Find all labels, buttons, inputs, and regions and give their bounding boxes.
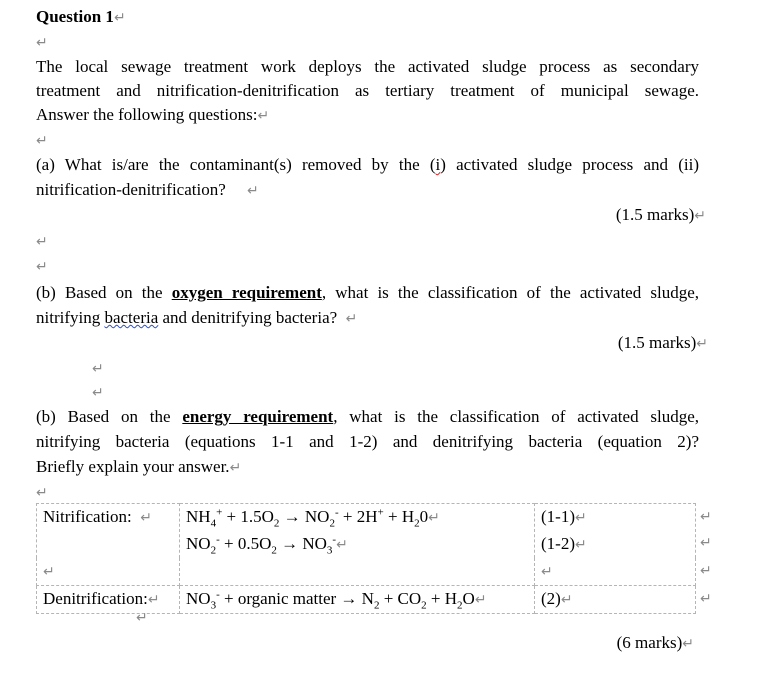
eq-sup: - (216, 533, 220, 546)
paragraph-mark-icon: ↵ (36, 35, 48, 51)
paragraph-mark-icon: ↵ (696, 336, 708, 352)
paragraph-mark-icon: ↵ (36, 234, 48, 250)
eq-text: NO (304, 507, 330, 526)
part-b2-keyword: energy requirement (182, 407, 334, 426)
row-end-mark-icon: ↵ (700, 534, 712, 551)
paragraph-mark-icon: ↵ (574, 510, 587, 526)
row-end-cell (696, 504, 715, 559)
paragraph-mark-icon: ↵ (36, 485, 48, 501)
eq-sub: 3 (326, 544, 333, 557)
eq-sub: 2 (329, 517, 335, 530)
question-title (36, 5, 126, 30)
table-row (37, 558, 715, 586)
paragraph-mark-icon: ↵ (92, 385, 104, 401)
row-end-mark-icon: ↵ (700, 508, 712, 525)
paragraph-mark-icon: ↵ (36, 259, 48, 275)
part-b2-line-3-text: Briefly explain your answer. (36, 457, 230, 476)
empty-cell (180, 558, 535, 586)
part-b1-line-2-key: bacteria (104, 308, 159, 327)
empty-paragraph (541, 558, 689, 585)
empty-cell (535, 558, 696, 586)
arrow-icon: → (276, 534, 303, 553)
part-b1-marks-text: (1.5 marks) (617, 333, 697, 352)
eq-sub: 2 (373, 599, 380, 612)
eq-label-text: (1-2) (541, 534, 575, 553)
eq-text: + 0.5O (219, 534, 272, 553)
row-end-mark-icon: ↵ (700, 590, 712, 607)
eq-text: NO (186, 534, 211, 553)
eq-text: NO (302, 534, 327, 553)
eq-sub: 2 (421, 599, 427, 612)
part-b2-marks (617, 631, 694, 656)
eq-sub: 3 (210, 599, 217, 612)
paragraph-mark-icon: ↵ (560, 592, 573, 608)
eq-label-2 (541, 586, 689, 613)
paragraph-mark-icon: ↵ (136, 610, 148, 626)
empty-paragraph (36, 128, 48, 153)
equation-cell (180, 586, 535, 614)
part-b2-line-1-post: , what is the classification of activated sludge, (333, 407, 699, 426)
part-a-line-1-pre: (a) What is/are the contaminant(s) removed by the ( (36, 155, 436, 174)
question-title-text: Question 1 (36, 7, 114, 26)
part-b1-line-2 (36, 306, 357, 331)
paragraph-mark-icon: ↵ (247, 183, 259, 199)
eq-sub: 2 (273, 517, 280, 530)
eq-sup: - (216, 588, 220, 601)
paragraph-mark-icon: ↵ (682, 636, 694, 652)
paragraph-mark-icon: ↵ (574, 537, 587, 553)
eq-sup: + (216, 506, 223, 519)
eq-label-1-2 (541, 531, 689, 558)
paragraph-mark-icon: ↵ (345, 311, 358, 327)
eq-text: + organic matter (219, 589, 337, 608)
equation-number-cell (535, 504, 696, 559)
paragraph-mark-icon: ↵ (541, 564, 553, 580)
paragraph-mark-icon: ↵ (336, 537, 348, 553)
paragraph-mark-icon: ↵ (140, 510, 152, 526)
eq-sup: - (332, 533, 337, 546)
paragraph-mark-icon: ↵ (428, 510, 440, 526)
arrow-icon: → (279, 507, 305, 526)
part-b1-keyword: oxygen requirement (171, 283, 322, 302)
arrow-icon: → (336, 589, 362, 608)
nitrification-label: Nitrification: (43, 507, 132, 526)
equations-table (36, 503, 715, 614)
eq-text: NH (186, 507, 211, 526)
eq-label-1-1 (541, 504, 689, 531)
part-a-line-2 (36, 178, 259, 203)
part-b2-line-3 (36, 455, 241, 480)
eq-text: N (361, 589, 374, 608)
denitrification-label-cell (37, 586, 180, 614)
eq-text: + H (426, 589, 458, 608)
part-b1-line-1-post: , what is the classification of the activated sludge, (321, 283, 699, 302)
row-end-cell (696, 558, 715, 586)
empty-paragraph (92, 356, 104, 381)
part-b2-marks-text: (6 marks) (616, 633, 683, 652)
eq-sub: 2 (271, 544, 277, 557)
part-b1-line-1-pre: (b) Based on the (36, 283, 172, 302)
eq-text: + CO (379, 589, 422, 608)
empty-paragraph (36, 254, 48, 279)
eq-sup: + (377, 506, 384, 519)
eq-text: + 2H (338, 507, 378, 526)
part-b1-line-2-pre: nitrifying (36, 308, 105, 327)
eq-sub: 2 (414, 517, 420, 530)
eq-label-text: (2) (541, 589, 561, 608)
denitrification-label: Denitrification: (43, 589, 148, 608)
paragraph-mark-icon: ↵ (113, 10, 126, 26)
eq-text: + 1.5O (222, 507, 274, 526)
part-b2-line-1 (36, 405, 699, 429)
part-a-marks-text: (1.5 marks) (615, 205, 695, 224)
empty-paragraph (36, 30, 48, 55)
paragraph-mark-icon: ↵ (36, 133, 48, 149)
row-end-mark-icon: ↵ (700, 563, 712, 579)
empty-paragraph (36, 229, 48, 254)
eq-sub: 2 (210, 544, 217, 557)
paragraph-mark-icon: ↵ (229, 460, 242, 476)
nitrification-label-cell (37, 504, 180, 559)
part-b2-line-2: nitrifying bacteria (equations 1-1 and 1-2) and denitrifying bacteria (equation 2)? (36, 432, 699, 451)
paragraph-mark-icon: ↵ (694, 208, 706, 224)
table-row (37, 504, 715, 559)
row-end-cell (696, 586, 715, 614)
empty-paragraph (136, 605, 148, 630)
paragraph-mark-icon: ↵ (43, 564, 55, 580)
eq-label-text: (1-1) (541, 507, 575, 526)
part-a-marks (616, 203, 706, 228)
intro-line-1: The local sewage treatment work deploys the activated sludge process as secondary (36, 57, 699, 76)
equation-cell (180, 504, 535, 559)
empty-paragraph (43, 558, 173, 585)
paragraph-mark-icon: ↵ (147, 592, 160, 608)
eq-text: 0 (419, 507, 429, 526)
intro-line-3-text: Answer the following questions: (36, 105, 258, 124)
part-a-line-1-post: ) activated sludge process and (ii) (440, 155, 699, 174)
intro-line-3 (36, 103, 269, 128)
part-a-line-2-text: nitrification-denitrification? (36, 180, 226, 199)
eq-text: + H (383, 507, 415, 526)
part-b1-line-1 (36, 281, 699, 305)
equation-1-2 (186, 531, 528, 558)
equation-2 (186, 586, 528, 613)
equation-1-1 (186, 504, 528, 531)
eq-text: NO (186, 589, 211, 608)
eq-sub: 4 (210, 517, 217, 530)
empty-cell (37, 558, 180, 586)
paragraph-mark-icon: ↵ (92, 361, 104, 377)
paragraph-mark-icon: ↵ (257, 108, 270, 124)
part-b2-line-1-pre: (b) Based on the (36, 407, 183, 426)
part-a-roman-i: i (435, 155, 441, 174)
eq-text: O (462, 589, 475, 608)
empty-paragraph (92, 380, 104, 405)
equation-number-cell (535, 586, 696, 614)
part-b1-marks (618, 331, 708, 356)
eq-sup: - (334, 506, 339, 519)
intro-line-2: treatment and nitrification-denitrification as tertiary treatment of municipal sewage. (36, 81, 699, 100)
part-a-line-1 (36, 153, 699, 177)
part-b1-line-2-post: and denitrifying bacteria? (158, 308, 338, 327)
paragraph-mark-icon: ↵ (474, 592, 487, 608)
eq-sub: 2 (457, 599, 463, 612)
empty-paragraph (36, 480, 48, 505)
